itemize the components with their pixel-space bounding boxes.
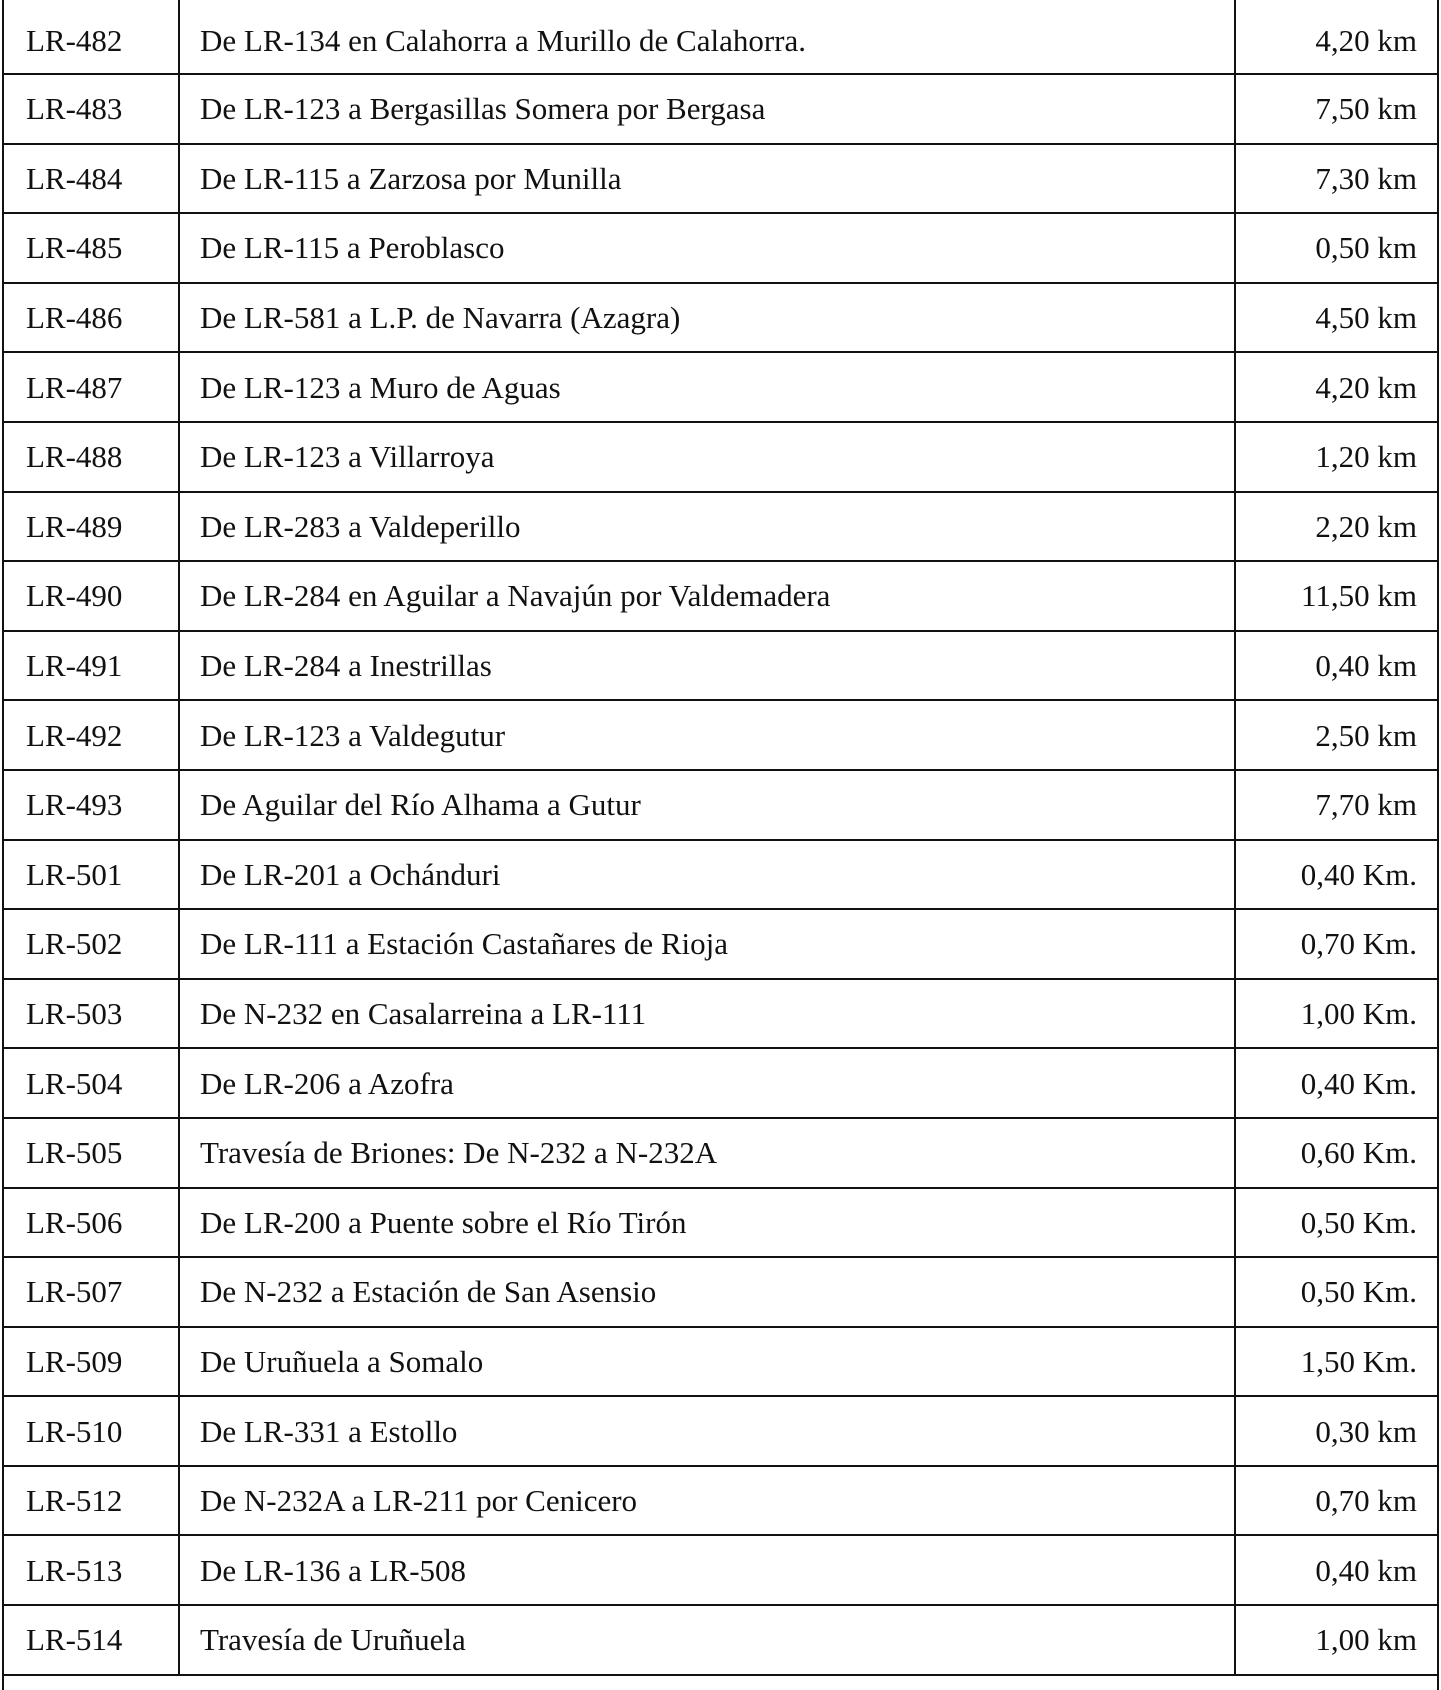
road-code-cell: LR-491 xyxy=(4,632,180,700)
road-length-cell: 0,50 Km. xyxy=(1300,1274,1417,1310)
road-code-cell: LR-493 xyxy=(4,771,180,839)
road-description-cell: De N-232A a LR-211 por Cenicero xyxy=(180,1467,1236,1535)
road-length-cell: 0,40 Km. xyxy=(1300,1065,1417,1101)
road-code-cell: LR-507 xyxy=(4,1258,180,1326)
road-description-cell: De Aguilar del Río Alhama a Gutur xyxy=(180,771,1236,839)
road-length-cell: 1,20 km xyxy=(1315,439,1417,475)
road-description-cell: Travesía de Uruñuela xyxy=(180,1606,1236,1674)
road-description-cell: De LR-111 a Estación Castañares de Rioja xyxy=(180,910,1236,978)
road-length-cell: 0,50 km xyxy=(1315,230,1417,266)
road-description-cell: De LR-123 a Muro de Aguas xyxy=(180,353,1236,421)
road-description-cell: De LR-134 en Calahorra a Murillo de Calahorra. xyxy=(180,0,1236,73)
road-description-cell: Travesía de Briones: De N-232 a N-232A xyxy=(180,1119,1236,1187)
table-row xyxy=(4,980,1437,1050)
table-row xyxy=(4,841,1437,911)
road-code-cell: LR-512 xyxy=(4,1467,180,1535)
table-row xyxy=(4,75,1437,145)
table-row xyxy=(4,910,1437,980)
table-row xyxy=(4,771,1437,841)
table-row xyxy=(4,1536,1437,1606)
road-length-cell: 11,50 km xyxy=(1301,578,1417,614)
table-row xyxy=(4,1606,1437,1676)
road-length-cell: 0,70 Km. xyxy=(1300,926,1417,962)
table-row xyxy=(4,1328,1437,1398)
road-code-cell: LR-505 xyxy=(4,1119,180,1187)
road-code-cell: LR-492 xyxy=(4,701,180,769)
road-length-cell: 7,30 km xyxy=(1315,160,1417,196)
road-description-cell: De LR-581 a L.P. de Navarra (Azagra) xyxy=(180,284,1236,352)
table-row xyxy=(4,1119,1437,1189)
table-row xyxy=(4,1049,1437,1119)
road-length-cell: 7,70 km xyxy=(1315,787,1417,823)
road-description-cell: De LR-206 a Azofra xyxy=(180,1049,1236,1117)
road-length-cell: 0,40 km xyxy=(1315,1552,1417,1588)
table-row xyxy=(4,1189,1437,1259)
road-description-cell: De Uruñuela a Somalo xyxy=(180,1328,1236,1396)
table-row xyxy=(4,701,1437,771)
road-length-cell: 1,00 km xyxy=(1315,1622,1417,1658)
road-code-cell: LR-504 xyxy=(4,1049,180,1117)
road-code-cell: LR-503 xyxy=(4,980,180,1048)
road-code-cell: LR-487 xyxy=(4,353,180,421)
road-description-cell: De N-232 en Casalarreina a LR-111 xyxy=(180,980,1236,1048)
road-code-cell: LR-486 xyxy=(4,284,180,352)
road-description-cell: De LR-200 a Puente sobre el Río Tirón xyxy=(180,1189,1236,1257)
road-code-cell: LR-484 xyxy=(4,145,180,213)
road-length-cell: 1,00 Km. xyxy=(1300,996,1417,1032)
road-code-cell: LR-509 xyxy=(4,1328,180,1396)
road-description-cell: De LR-136 a LR-508 xyxy=(180,1536,1236,1604)
road-code-cell: LR-485 xyxy=(4,214,180,282)
table-row xyxy=(4,1467,1437,1537)
table-row xyxy=(4,562,1437,632)
road-code-cell: LR-510 xyxy=(4,1397,180,1465)
road-code-cell: LR-490 xyxy=(4,562,180,630)
road-code-cell: LR-482 xyxy=(4,0,180,73)
road-length-cell: 0,40 km xyxy=(1315,648,1417,684)
road-code-cell: LR-514 xyxy=(4,1606,180,1674)
road-length-cell: 2,50 km xyxy=(1315,717,1417,753)
road-length-cell: 0,40 Km. xyxy=(1300,856,1417,892)
road-length-cell: 4,20 km xyxy=(1315,23,1417,58)
road-description-cell: De LR-123 a Valdegutur xyxy=(180,701,1236,769)
road-length-cell: 2,20 km xyxy=(1315,508,1417,544)
table-row xyxy=(4,284,1437,354)
table-row xyxy=(4,0,1437,75)
table-row xyxy=(4,1397,1437,1467)
roads-table xyxy=(2,0,1439,1690)
road-code-cell: LR-506 xyxy=(4,1189,180,1257)
road-length-cell: 4,20 km xyxy=(1315,369,1417,405)
table-row xyxy=(4,1258,1437,1328)
road-description-cell: De LR-115 a Zarzosa por Munilla xyxy=(180,145,1236,213)
road-length-cell: 1,50 Km. xyxy=(1300,1343,1417,1379)
road-code-cell: LR-483 xyxy=(4,75,180,143)
table-row xyxy=(4,632,1437,702)
road-description-cell: De LR-283 a Valdeperillo xyxy=(180,493,1236,561)
road-code-cell: LR-502 xyxy=(4,910,180,978)
table-row xyxy=(4,493,1437,563)
road-length-cell: 0,50 Km. xyxy=(1300,1204,1417,1240)
table-row xyxy=(4,145,1437,215)
table-row xyxy=(4,423,1437,493)
road-description-cell: De LR-201 a Ochánduri xyxy=(180,841,1236,909)
table-row xyxy=(4,214,1437,284)
table-row xyxy=(4,353,1437,423)
road-length-cell: 0,30 km xyxy=(1315,1413,1417,1449)
road-length-cell: 0,70 km xyxy=(1315,1483,1417,1519)
road-length-cell: 0,60 Km. xyxy=(1300,1135,1417,1171)
road-code-cell: LR-513 xyxy=(4,1536,180,1604)
road-code-cell: LR-488 xyxy=(4,423,180,491)
road-description-cell: De N-232 a Estación de San Asensio xyxy=(180,1258,1236,1326)
road-description-cell: De LR-123 a Bergasillas Somera por Bergasa xyxy=(180,75,1236,143)
road-description-cell: De LR-284 a Inestrillas xyxy=(180,632,1236,700)
road-description-cell: De LR-115 a Peroblasco xyxy=(180,214,1236,282)
road-description-cell: De LR-123 a Villarroya xyxy=(180,423,1236,491)
road-description-cell: De LR-284 en Aguilar a Navajún por Valdemadera xyxy=(180,562,1236,630)
road-code-cell: LR-489 xyxy=(4,493,180,561)
road-length-cell: 7,50 km xyxy=(1315,91,1417,127)
road-code-cell: LR-501 xyxy=(4,841,180,909)
road-length-cell: 4,50 km xyxy=(1315,300,1417,336)
road-description-cell: De LR-331 a Estollo xyxy=(180,1397,1236,1465)
